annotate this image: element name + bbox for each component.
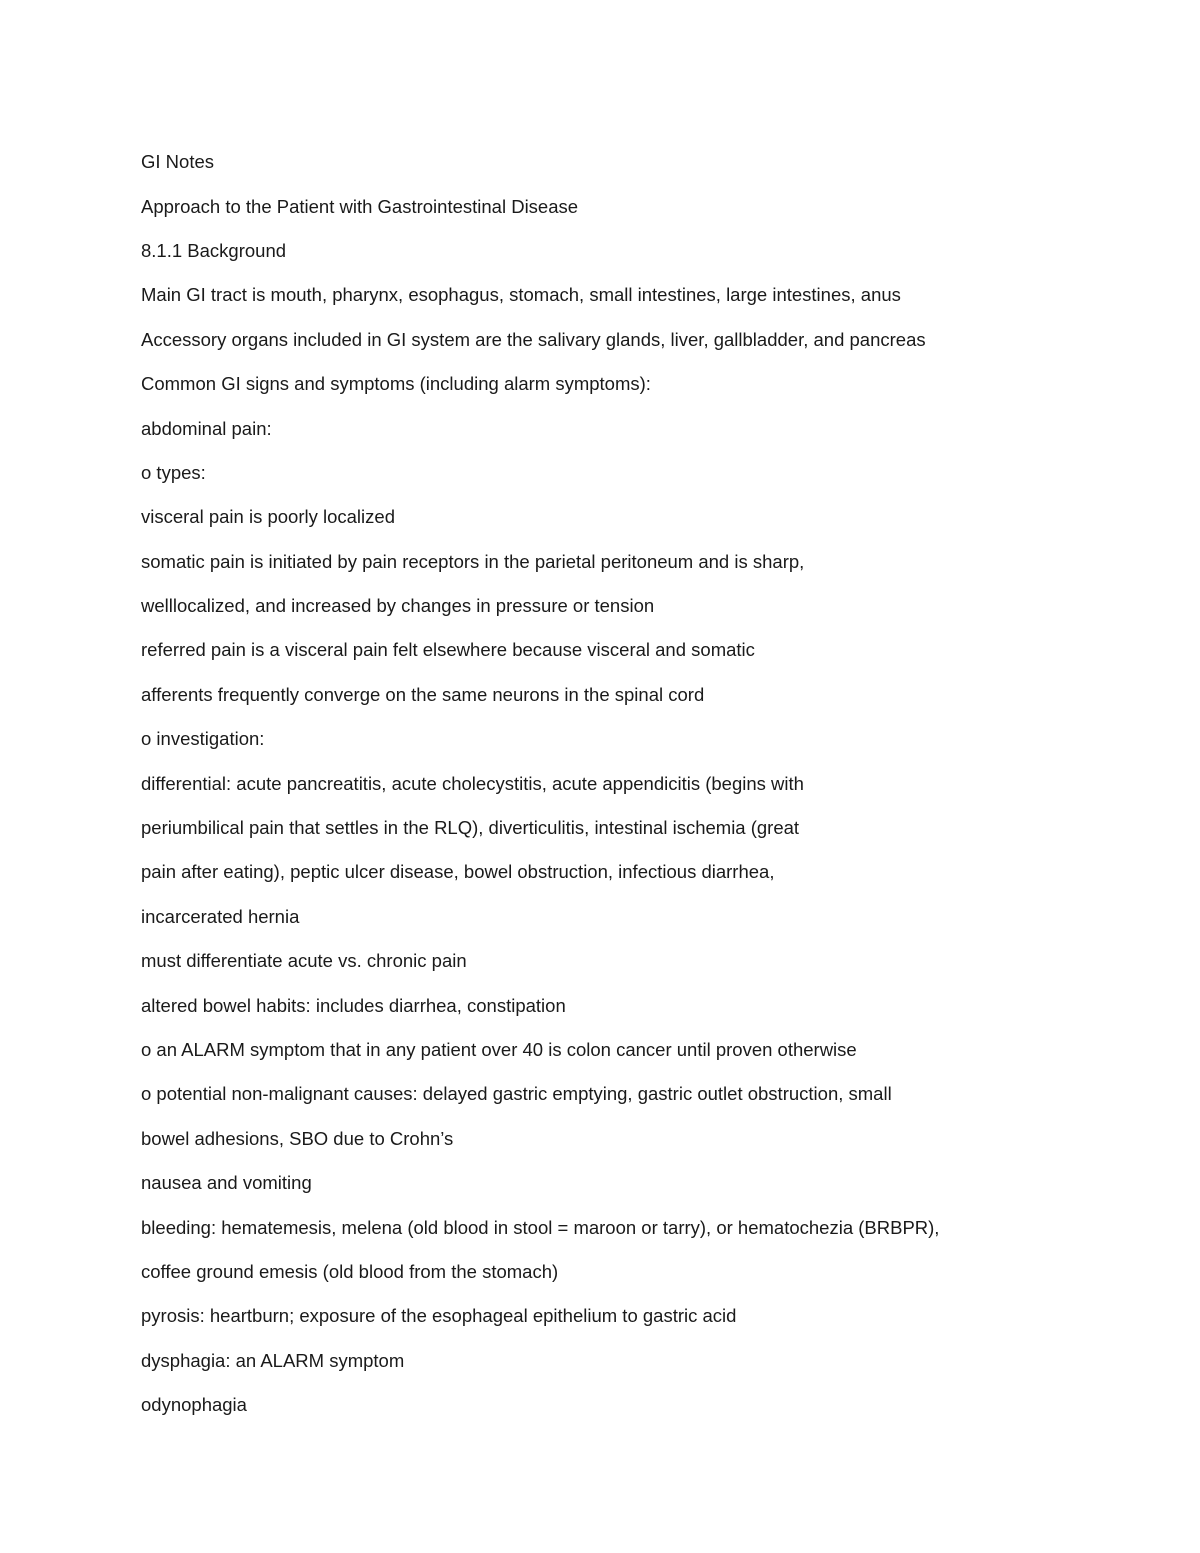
doc-line xyxy=(141,1250,1141,1294)
line-text: afferents frequently converge on the same neurons in the spinal cord xyxy=(141,683,705,705)
doc-line xyxy=(141,1161,1141,1205)
doc-line xyxy=(141,895,1141,939)
doc-line xyxy=(141,850,1141,894)
doc-line xyxy=(141,1339,1141,1383)
doc-line xyxy=(141,318,1141,362)
line-text: abdominal pain: xyxy=(141,417,272,439)
line-text: referred pain is a visceral pain felt elsewhere because visceral and somatic xyxy=(141,639,755,661)
subsection-heading: 8.1.1 Background xyxy=(141,239,287,261)
doc-title: GI Notes xyxy=(141,151,214,173)
line-text: altered bowel habits: includes diarrhea, constipation xyxy=(141,994,566,1016)
line-text: pain after eating), peptic ulcer disease, bowel obstruction, infectious diarrhea, xyxy=(141,861,775,883)
doc-line xyxy=(141,1028,1141,1072)
doc-line xyxy=(141,406,1141,450)
doc-line xyxy=(141,717,1141,761)
doc-line xyxy=(141,184,1141,228)
line-text: Main GI tract is mouth, pharynx, esophagus, stomach, small intestines, large intestines, anus xyxy=(141,284,901,306)
line-text: must differentiate acute vs. chronic pain xyxy=(141,950,467,972)
doc-line xyxy=(141,806,1141,850)
doc-line xyxy=(141,362,1141,406)
doc-line xyxy=(141,1117,1141,1161)
line-text: visceral pain is poorly localized xyxy=(141,506,395,528)
doc-line xyxy=(141,1383,1141,1427)
doc-line xyxy=(141,939,1141,983)
doc-line xyxy=(141,229,1141,273)
line-text: nausea and vomiting xyxy=(141,1172,312,1194)
doc-line xyxy=(141,584,1141,628)
doc-line xyxy=(141,761,1141,805)
line-text: Accessory organs included in GI system are the salivary glands, liver, gallbladder, and pancreas xyxy=(141,328,926,350)
section-heading: Approach to the Patient with Gastrointestinal Disease xyxy=(141,195,579,217)
line-text: welllocalized, and increased by changes in pressure or tension xyxy=(141,595,655,617)
line-text: bleeding: hematemesis, melena (old blood in stool = maroon or tarry), or hematochezia (BRBPR), xyxy=(141,1216,940,1238)
line-text: o an ALARM symptom that in any patient over 40 is colon cancer until proven otherwise xyxy=(141,1039,857,1060)
doc-line xyxy=(141,273,1141,317)
line-text: differential: acute pancreatitis, acute cholecystitis, acute appendicitis (begins with xyxy=(141,772,804,794)
line-text: incarcerated hernia xyxy=(141,905,300,927)
line-text: o types: xyxy=(141,461,206,483)
doc-line xyxy=(141,140,1141,184)
doc-line xyxy=(141,1205,1141,1249)
doc-line xyxy=(141,1294,1141,1338)
doc-line xyxy=(141,628,1141,672)
doc-line xyxy=(141,673,1141,717)
doc-line xyxy=(141,451,1141,495)
doc-line xyxy=(141,983,1141,1027)
line-text: odynophagia xyxy=(141,1394,247,1416)
line-text: pyrosis: heartburn; exposure of the esophageal epithelium to gastric acid xyxy=(141,1305,737,1327)
doc-line xyxy=(141,1072,1141,1116)
line-text: o potential non-malignant causes: delayed gastric emptying, gastric outlet obstruction, small xyxy=(141,1083,892,1105)
line-text: somatic pain is initiated by pain receptors in the parietal peritoneum and is sharp, xyxy=(141,550,805,572)
doc-line xyxy=(141,495,1141,539)
line-text: Common GI signs and symptoms (including alarm symptoms): xyxy=(141,373,651,395)
line-text: o investigation: xyxy=(141,728,265,750)
line-text: coffee ground emesis (old blood from the stomach) xyxy=(141,1260,559,1282)
doc-line xyxy=(141,540,1141,584)
line-text: dysphagia: an ALARM symptom xyxy=(141,1349,405,1371)
line-text: bowel adhesions, SBO due to Crohn’s xyxy=(141,1127,454,1149)
line-text: periumbilical pain that settles in the RLQ), diverticulitis, intestinal ischemia (great xyxy=(141,817,800,839)
document-body xyxy=(141,140,1141,1427)
